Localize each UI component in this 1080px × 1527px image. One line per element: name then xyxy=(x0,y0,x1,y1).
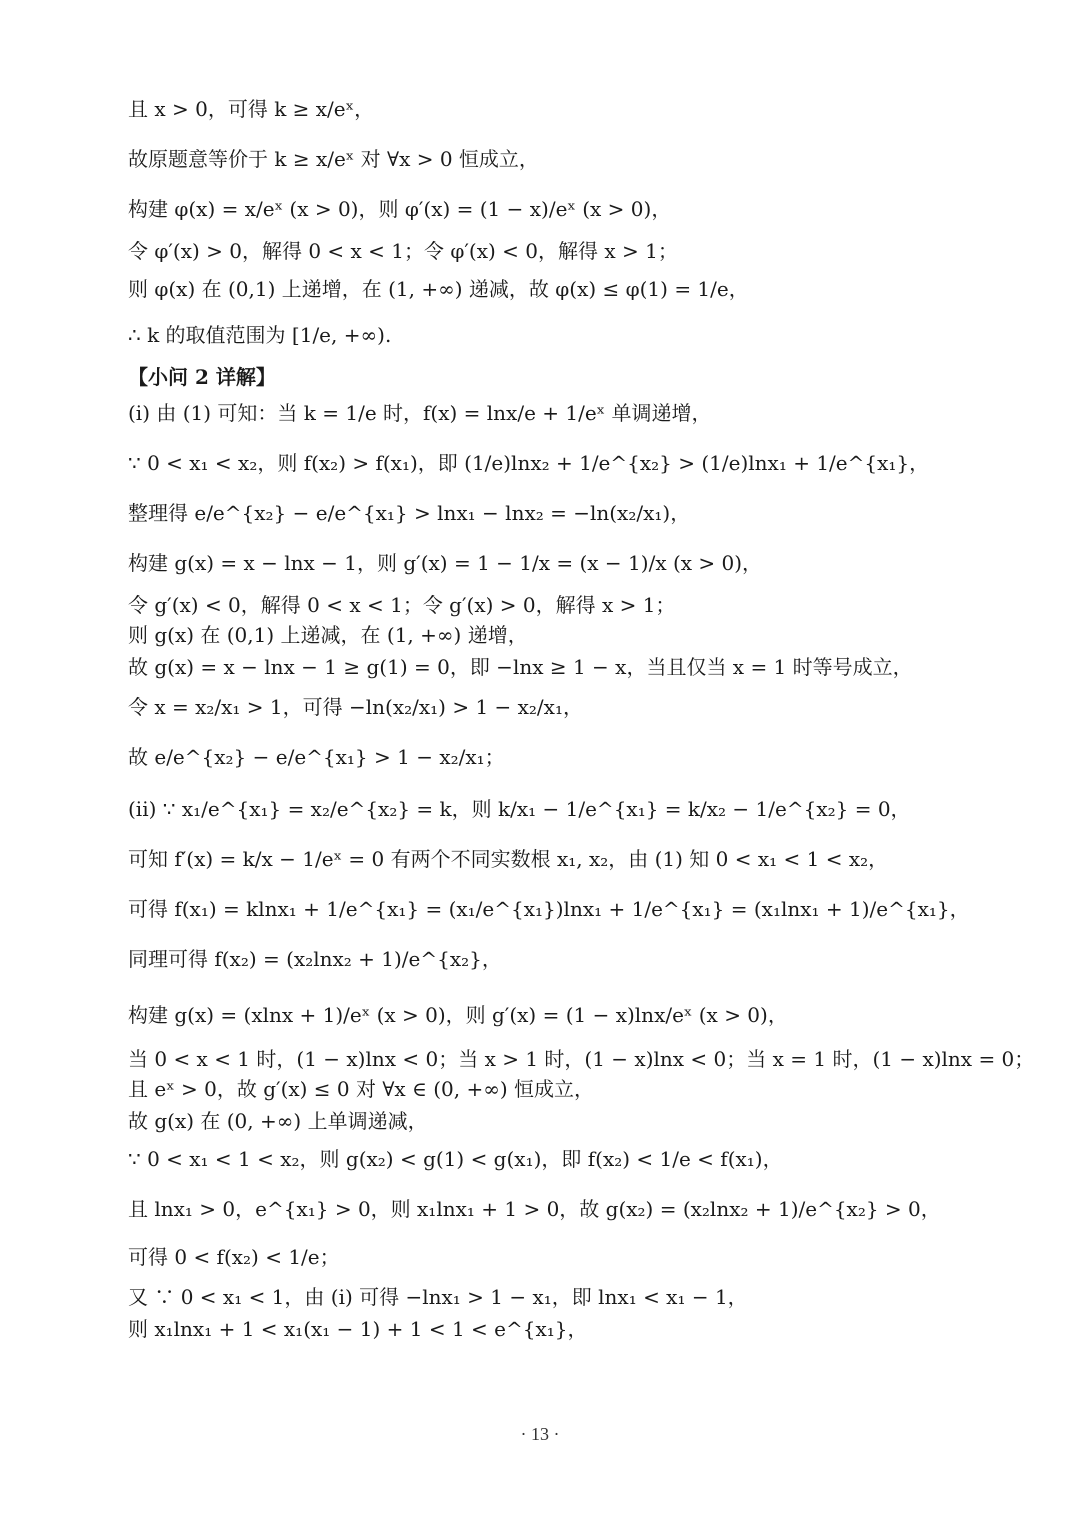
text-line: (ii) ∵ x₁/e^{x₁} = x₂/e^{x₂} = k，则 k/x₁ − 1/e^{x₁} = k/x₂ − 1/e^{x₂} = 0， xyxy=(128,797,911,821)
text-line: 则 g(x) 在 (0,1) 上递减，在 (1, +∞) 递增， xyxy=(128,623,528,647)
text-line: 可得 0 < f(x₂) < 1/e； xyxy=(128,1245,340,1269)
text-line: 令 g′(x) < 0，解得 0 < x < 1；令 g′(x) > 0，解得 x > 1； xyxy=(128,593,676,617)
text-line: 则 x₁lnx₁ + 1 < x₁(x₁ − 1) + 1 < 1 < e^{x₁}， xyxy=(128,1317,588,1341)
text-line: 且 lnx₁ > 0，e^{x₁} > 0，则 x₁lnx₁ + 1 > 0，故 g(x₂) = (x₂lnx₂ + 1)/e^{x₂} > 0， xyxy=(128,1197,941,1221)
text-line: ∵ 0 < x₁ < x₂，则 f(x₂) > f(x₁)，即 (1/e)lnx₂ + 1/e^{x₂} > (1/e)lnx₁ + 1/e^{x₁}， xyxy=(128,451,930,475)
text-line: 构建 g(x) = x − lnx − 1，则 g′(x) = 1 − 1/x = (x − 1)/x (x > 0)， xyxy=(128,551,763,575)
text-line: 构建 g(x) = (xlnx + 1)/eˣ (x > 0)，则 g′(x) = (1 − x)lnx/eˣ (x > 0)， xyxy=(128,1003,788,1027)
text-line: 又 ∵ 0 < x₁ < 1，由 (i) 可得 −lnx₁ > 1 − x₁，即 lnx₁ < x₁ − 1， xyxy=(128,1285,748,1309)
text-line: 故 g(x) = x − lnx − 1 ≥ g(1) = 0，即 −lnx ≥ 1 − x，当且仅当 x = 1 时等号成立， xyxy=(128,655,913,679)
text-line: 故 e/e^{x₂} − e/e^{x₁} > 1 − x₂/x₁； xyxy=(128,745,505,769)
text-line: 令 x = x₂/x₁ > 1，可得 −ln(x₂/x₁) > 1 − x₂/x₁， xyxy=(128,695,583,719)
text-line: ∵ 0 < x₁ < 1 < x₂，则 g(x₂) < g(1) < g(x₁)，即 f(x₂) < 1/e < f(x₁)， xyxy=(128,1147,783,1171)
text-line: 令 φ′(x) > 0，解得 0 < x < 1；令 φ′(x) < 0，解得 x > 1； xyxy=(128,239,678,263)
text-line: (i) 由 (1) 可知：当 k = 1/e 时，f(x) = lnx/e + 1/eˣ 单调递增， xyxy=(128,401,712,425)
text-line: 构建 φ(x) = x/eˣ (x > 0)，则 φ′(x) = (1 − x)/eˣ (x > 0)， xyxy=(128,197,672,221)
text-line: 故 g(x) 在 (0, +∞) 上单调递减， xyxy=(128,1109,428,1133)
text-line: 同理可得 f(x₂) = (x₂lnx₂ + 1)/e^{x₂}， xyxy=(128,947,502,971)
text-line: 则 φ(x) 在 (0,1) 上递增，在 (1, +∞) 递减，故 φ(x) ≤ φ(1) = 1/e， xyxy=(128,277,749,301)
text-line: ∴ k 的取值范围为 [1/e, +∞). xyxy=(128,323,392,347)
text-line: 且 x > 0，可得 k ≥ x/eˣ， xyxy=(128,97,375,121)
text-line: 且 eˣ > 0，故 g′(x) ≤ 0 对 ∀x ∈ (0, +∞) 恒成立， xyxy=(128,1077,595,1101)
text-line: 整理得 e/e^{x₂} − e/e^{x₁} > lnx₁ − lnx₂ = −ln(x₂/x₁)， xyxy=(128,501,691,525)
text-line: 可得 f(x₁) = klnx₁ + 1/e^{x₁} = (x₁/e^{x₁})lnx₁ + 1/e^{x₁} = (x₁lnx₁ + 1)/e^{x₁}， xyxy=(128,897,970,921)
page-number: · 13 · xyxy=(520,1424,560,1444)
section-title: 【小问 2 详解】 xyxy=(128,365,276,389)
text-line: 可知 f′(x) = k/x − 1/eˣ = 0 有两个不同实数根 x₁, x₂，由 (1) 知 0 < x₁ < 1 < x₂， xyxy=(128,847,889,871)
text-line: 故原题意等价于 k ≥ x/eˣ 对 ∀x > 0 恒成立， xyxy=(128,147,539,171)
text-line: 当 0 < x < 1 时，(1 − x)lnx < 0；当 x > 1 时，(1 − x)lnx < 0；当 x = 1 时，(1 − x)lnx = 0； xyxy=(128,1047,1035,1071)
